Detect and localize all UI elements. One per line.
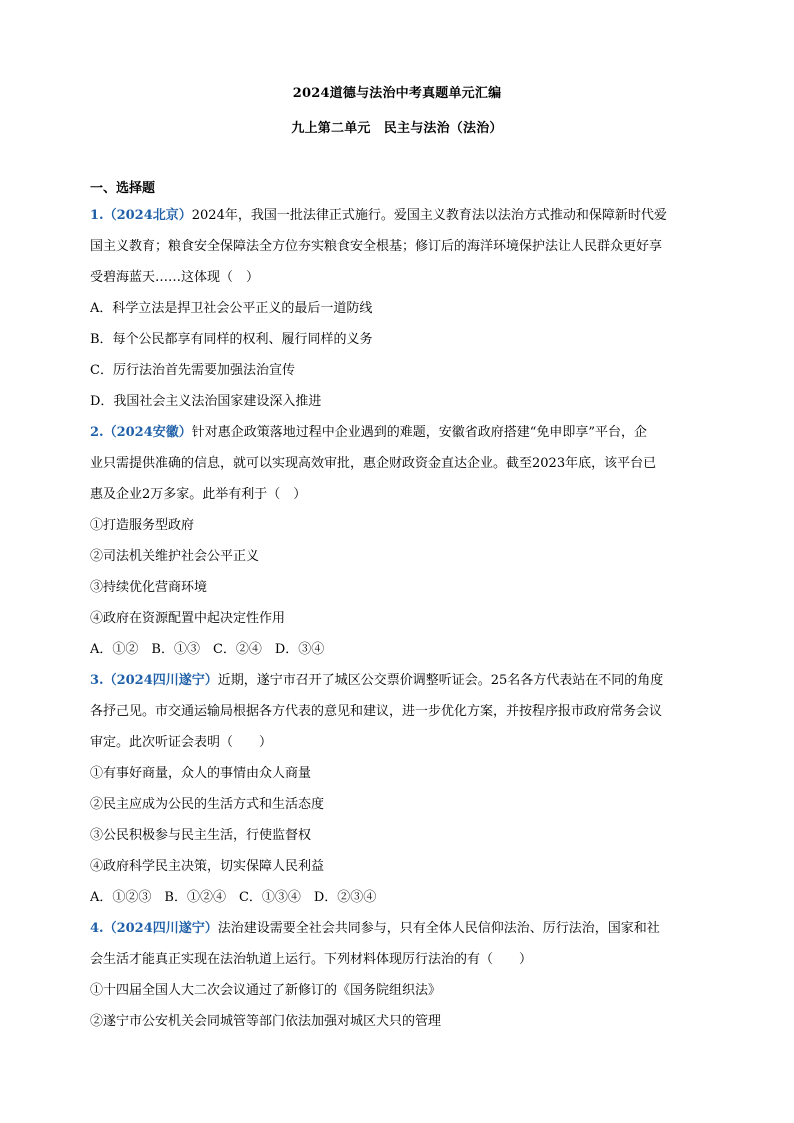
statement-item: ④政府在资源配置中起决定性作用: [90, 611, 286, 626]
question-line: [90, 200, 714, 231]
statement-item: ①打造服务型政府: [90, 518, 195, 533]
question-text: 惠及企业2万多家。此举有利于（ ）: [90, 487, 307, 502]
question-source-tag: 2.（2024安徽）: [90, 425, 192, 440]
question-line: [90, 417, 714, 448]
answer-option: D．我国社会主义法治国家建设深入推进: [90, 394, 322, 409]
question-text: 各抒己见。市交通运输局根据各方代表的意见和建议，进一步优化方案，并按程序报市政府常务会议: [90, 704, 663, 719]
answer-choices: A．①② B．①③ C．②④ D．③④: [90, 642, 325, 657]
answer-option: B．每个公民都享有同样的权利、履行同样的义务: [90, 332, 373, 347]
question-text: 2024年，我国一批法律正式施行。爱国主义教育法以法治方式推动和保障新时代爱: [191, 208, 667, 223]
question-3: [90, 665, 714, 913]
statement-item: ②遂宁市公安机关会同城管等部门依法加强对城区犬只的管理: [90, 1014, 442, 1029]
question-1: [90, 200, 714, 417]
statement-item: ①十四届全国人大二次会议通过了新修订的《国务院组织法》: [90, 983, 442, 998]
document-subtitle: 九上第二单元 民主与法治（法治）: [291, 121, 503, 136]
statement-item: ③持续优化营商环境: [90, 580, 208, 595]
statement-item: ④政府科学民主决策，切实保障人民利益: [90, 859, 325, 874]
question-line: [90, 665, 714, 696]
statement-item: ①有事好商量，众人的事情由众人商量: [90, 766, 312, 781]
question-text: 业只需提供准确的信息，就可以实现高效审批，惠企财政资金直达企业。截至2023年底，该平台已: [90, 456, 657, 471]
question-text: 针对惠企政策落地过程中企业遇到的难题，安徽省政府搭建“免申即享”平台，企: [191, 425, 648, 440]
questions-list: [90, 200, 714, 1037]
question-text: 审定。此次听证会表明（ ）: [90, 735, 273, 750]
question-text: 会生活才能真正实现在法治轨道上运行。下列材料体现厉行法治的有（ ）: [90, 952, 533, 967]
question-source-tag: 3.（2024四川遂宁）: [90, 673, 218, 688]
statement-item: ②民主应成为公民的生活方式和生活态度: [90, 797, 325, 812]
question-line: [90, 913, 714, 944]
section-heading: 一、选择题: [90, 181, 156, 196]
question-text: 受碧海蓝天……这体现（ ）: [90, 270, 260, 285]
question-source-tag: 4.（2024四川遂宁）: [90, 921, 218, 936]
statement-item: ②司法机关维护社会公平正义: [90, 549, 260, 564]
question-text: 国主义教育；粮食安全保障法全方位夯实粮食安全根基；修订后的海洋环境保护法让人民群众更好享: [90, 239, 663, 254]
question-text: 法治建设需要全社会共同参与，只有全体人民信仰法治、厉行法治，国家和社: [217, 921, 660, 936]
question-text: 近期，遂宁市召开了城区公交票价调整听证会。25名各方代表站在不同的角度: [217, 673, 664, 688]
answer-option: A．科学立法是捍卫社会公平正义的最后一道防线: [90, 301, 373, 316]
question-4: [90, 913, 714, 1037]
document-title: 2024道德与法治中考真题单元汇编: [292, 86, 502, 101]
answer-choices: A．①②③ B．①②④ C．①③④ D．②③④: [90, 890, 377, 905]
question-2: [90, 417, 714, 665]
statement-item: ③公民积极参与民主生活，行使监督权: [90, 828, 312, 843]
answer-option: C．厉行法治首先需要加强法治宣传: [90, 363, 295, 378]
question-source-tag: 1.（2024北京）: [90, 208, 192, 223]
